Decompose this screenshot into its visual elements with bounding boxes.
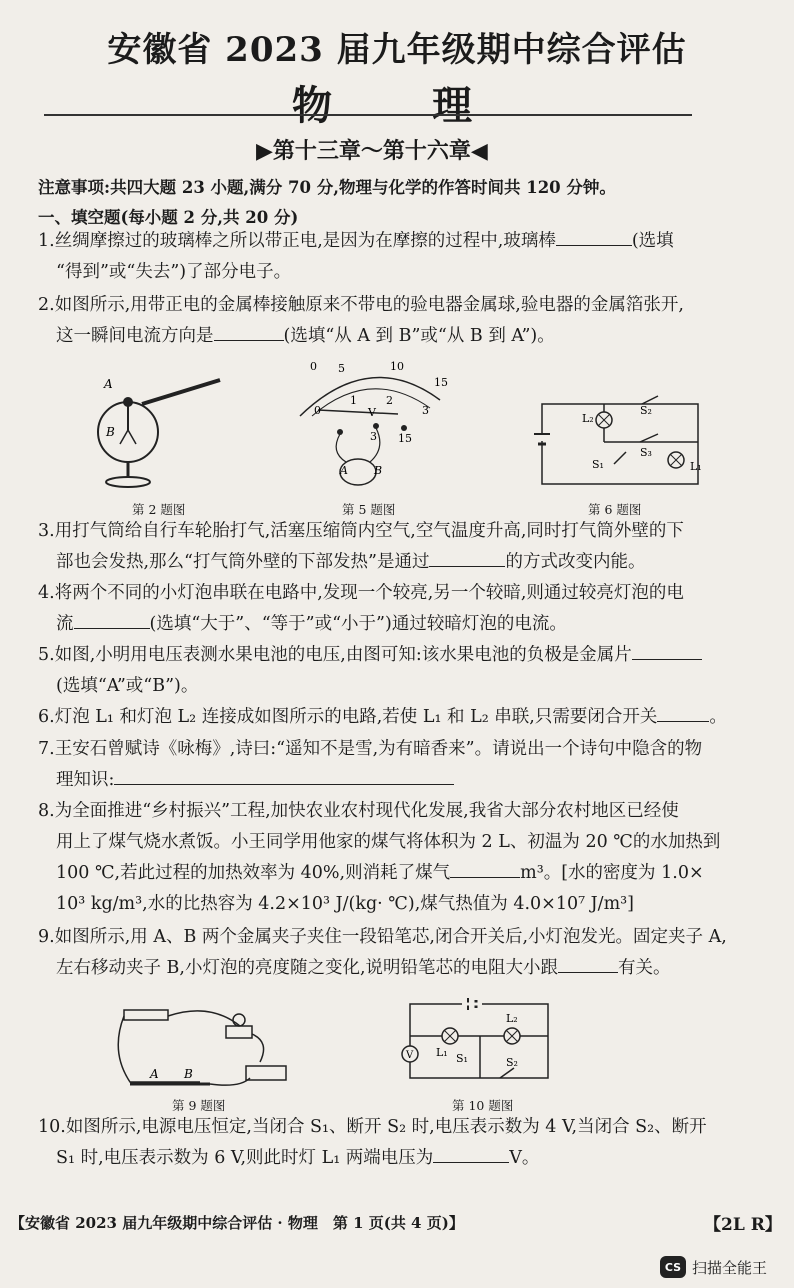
question-2 [38, 290, 778, 352]
answer-blank[interactable] [657, 703, 709, 722]
question-text: 有关。 [618, 958, 671, 978]
question-text: 流 [56, 614, 74, 634]
switch-s3-label: S₃ [640, 446, 652, 459]
question-text: 10³ kg/m³,水的比热容为 4.2×10³ J/(kg· ℃),煤气热值为 4.0×10⁷ J/m³] [56, 894, 635, 914]
terminal-3: 3 [370, 430, 377, 443]
answer-blank[interactable] [558, 954, 618, 973]
dial-bottom-3: 3 [422, 404, 429, 417]
lamp-l1-label: L₁ [436, 1046, 448, 1059]
answer-blank[interactable] [429, 548, 505, 567]
question-text: 5.如图,小明用电压表测水果电池的电压,由图可知:该水果电池的负极是金属片 [38, 645, 632, 665]
question-10 [38, 1112, 778, 1174]
scanner-watermark [660, 1256, 767, 1278]
electroscope-figure [80, 374, 230, 494]
score-table-divider [44, 114, 692, 116]
question-6 [38, 702, 778, 733]
lamp-l2-label: L₂ [582, 412, 594, 425]
dial-bottom-1: 1 [350, 394, 357, 407]
answer-blank[interactable] [114, 766, 454, 785]
question-text: 的方式改变内能。 [505, 552, 646, 572]
switch-s1-label: S₁ [592, 458, 604, 471]
question-1 [38, 226, 778, 288]
dial-bottom-0: 0 [314, 404, 321, 417]
question-text: S₁ 时,电压表示数为 6 V,则此时灯 L₁ 两端电压为 [56, 1148, 434, 1168]
terminal-15: 15 [398, 432, 412, 445]
figure-2-caption: 第 2 题图 [132, 502, 186, 517]
clip-a-label: A [150, 1067, 159, 1081]
question-text: (选填“从 A 到 B”或“从 B 到 A”)。 [283, 326, 555, 346]
subject-title: 物 理 [292, 82, 502, 129]
dial-label-v: V [368, 406, 376, 419]
question-text: 。 [709, 707, 727, 727]
figure-10-caption: 第 10 题图 [452, 1098, 514, 1113]
question-text: 3.用打气筒给自行车轮胎打气,活塞压缩筒内空气,空气温度升高,同时打气筒外壁的下 [38, 521, 684, 541]
question-text: 7.王安石曾赋诗《咏梅》,诗曰:“遥知不是雪,为有暗香来”。请说出一个诗句中隐含的物 [38, 739, 703, 759]
question-7 [38, 734, 778, 796]
camscanner-icon: CS [660, 1256, 686, 1278]
figure-label-b: B [106, 425, 115, 439]
figure-label-a: A [104, 377, 113, 391]
switch-s2-label: S₂ [506, 1056, 518, 1069]
question-text: 理知识: [56, 770, 115, 790]
electrode-b: B [374, 464, 383, 477]
pencil-lead-figure [110, 1002, 290, 1092]
dial-top-5: 5 [338, 362, 345, 375]
question-text: 这一瞬间电流方向是 [56, 326, 214, 346]
dial-bottom-2: 2 [386, 394, 393, 407]
question-5 [38, 640, 778, 702]
question-8 [38, 796, 778, 920]
answer-blank[interactable] [214, 322, 284, 341]
question-text: 左右移动夹子 B,小灯泡的亮度随之变化,说明铅笔芯的电阻大小跟 [56, 958, 559, 978]
dial-top-10: 10 [390, 360, 404, 373]
question-text: m³。[水的密度为 1.0× [520, 863, 704, 883]
answer-blank[interactable] [450, 859, 520, 878]
question-text: 10.如图所示,电源电压恒定,当闭合 S₁、断开 S₂ 时,电压表示数为 4 V,当闭合 S₂、断开 [38, 1117, 707, 1137]
figure-9-caption: 第 9 题图 [172, 1098, 226, 1113]
switch-s2-label: S₂ [640, 404, 652, 417]
question-text: 9.如图所示,用 A、B 两个金属夹子夹住一段铅笔芯,闭合开关后,小灯泡发光。固定夹子 A, [38, 927, 727, 947]
figure-6-caption: 第 6 题图 [588, 502, 642, 517]
exam-notice: 注意事项:共四大题 23 小题,满分 70 分,物理与化学的作答时间共 120 分钟。 [38, 178, 616, 197]
question-4 [38, 578, 778, 640]
question-text: 6.灯泡 L₁ 和灯泡 L₂ 连接成如图所示的电路,若使 L₁ 和 L₂ 串联,只需要闭合开关 [38, 707, 658, 727]
question-text: “得到”或“失去”)了部分电子。 [56, 262, 292, 282]
exam-title: 安徽省 2023 届九年级期中综合评估 [107, 30, 687, 70]
question-9 [38, 922, 778, 984]
question-text: 部也会发热,那么“打气筒外壁的下部发热”是通过 [56, 552, 430, 572]
voltmeter-figure [290, 352, 450, 498]
answer-blank[interactable] [556, 227, 632, 246]
question-text: 1.丝绸摩擦过的玻璃棒之所以带正电,是因为在摩擦的过程中,玻璃棒 [38, 231, 556, 251]
section-heading: 一、填空题(每小题 2 分,共 20 分) [38, 208, 299, 227]
question-text: (选填“大于”、“等于”或“小于”)通过较暗灯泡的电流。 [149, 614, 567, 634]
clip-b-label: B [184, 1067, 193, 1081]
lamp-l2-label: L₂ [506, 1012, 518, 1025]
dial-top-0: 0 [310, 360, 317, 373]
question-text: 用上了煤气烧水煮饭。小王同学用他家的煤气将体积为 2 L、初温为 20 ℃的水加热到 [56, 832, 721, 852]
question-text: 4.将两个不同的小灯泡串联在电路中,发现一个较亮,另一个较暗,则通过较亮灯泡的电 [38, 583, 684, 603]
exam-code: 【2L R】 [704, 1215, 782, 1235]
question-3 [38, 516, 778, 578]
page-footer: 【安徽省 2023 届九年级期中综合评估 · 物理 第 1 页(共 4 页)】 [10, 1214, 464, 1232]
circuit-figure-10 [396, 996, 556, 1088]
answer-blank[interactable] [74, 610, 150, 629]
question-text: (选填“A”或“B”)。 [56, 676, 199, 696]
circuit-figure-6 [530, 392, 710, 492]
voltmeter-label: V [406, 1050, 414, 1061]
question-text: 2.如图所示,用带正电的金属棒接触原来不带电的验电器金属球,验电器的金属箔张开, [38, 295, 684, 315]
question-text: V。 [509, 1148, 540, 1168]
question-text: 100 ℃,若此过程的加热效率为 40%,则消耗了煤气 [56, 863, 451, 883]
question-text: (选填 [631, 231, 674, 251]
chapter-range: ▶第十三章～第十六章◀ [256, 138, 488, 164]
lamp-l1-label: L₁ [690, 460, 702, 473]
figure-5-caption: 第 5 题图 [342, 502, 396, 517]
electrode-a: A [340, 464, 348, 477]
question-text: 8.为全面推进“乡村振兴”工程,加快农业农村现代化发展,我省大部分农村地区已经使 [38, 801, 679, 821]
answer-blank[interactable] [632, 641, 702, 660]
answer-blank[interactable] [433, 1144, 509, 1163]
switch-s1-label: S₁ [456, 1052, 468, 1065]
dial-top-15: 15 [434, 376, 448, 389]
scanner-label: 扫描全能王 [692, 1258, 768, 1277]
